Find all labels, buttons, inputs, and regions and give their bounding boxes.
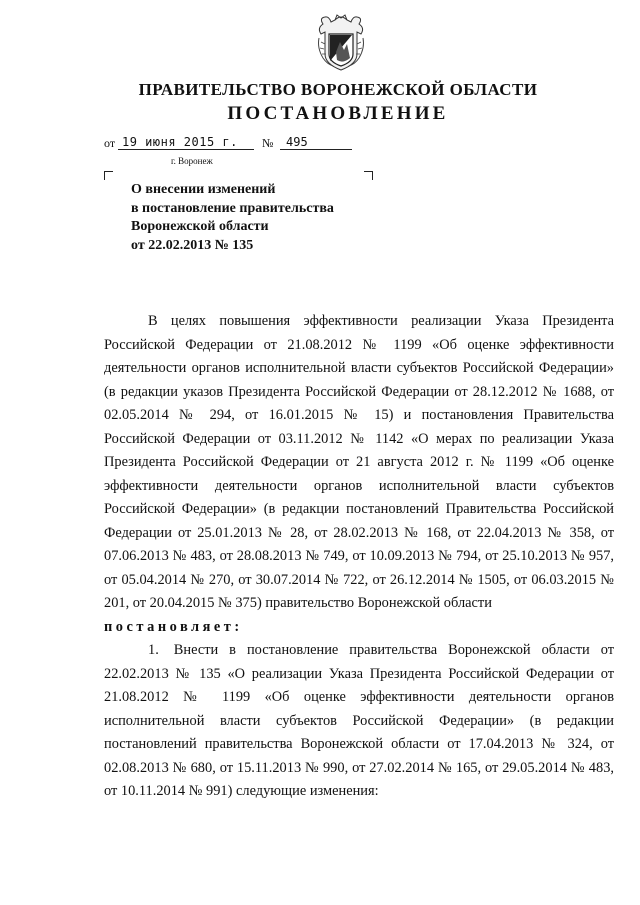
subject-line: от 22.02.2013 № 135	[131, 237, 254, 253]
document-subject	[131, 181, 391, 255]
preamble-text: В целях повышения эффективности реализации Указа Президента Российской Федерации от 21.08.2012 № 1199 «Об оценке эффективности деятельности органов исполнительной власти субъектов Российской Федерации» (в редакции указов Президента Российской Федерации от 28.12.2012 № 1688, от 02.05.2014 № 294, от 16.01.2015 № 15) и постановления Правительства Российской Федерации от 03.11.2012 № 1142 «О мерах по реализации Указа Президента Российской Федерации от 21 августа 2012 г. № 1199 «Об оценке эффективности деятельности органов исполнительной власти субъектов Российской Федерации» (в редакции постановлений Правительства Российской Федерации от 25.01.2013 № 28, от 28.02.2013 № 168, от 22.04.2013 № 358, от 07.06.2013 № 483, от 28.08.2013 № 749, от 10.09.2013 № 794, от 25.10.2013 № 957, от 05.04.2014 № 270, от 30.07.2014 № 722, от 26.12.2014 № 1505, от 06.03.2015 № 201, от 20.04.2015 № 375) правительство Воронежской области	[104, 313, 614, 611]
subject-line: в постановление правительства	[131, 200, 334, 216]
item-1-paragraph	[104, 639, 614, 804]
subject-left-bracket	[104, 171, 113, 180]
subject-line: Воронежской области	[131, 219, 269, 234]
item-number: 1.	[148, 642, 159, 658]
date-prefix: от	[104, 136, 116, 150]
organization-title: ПРАВИТЕЛЬСТВО ВОРОНЕЖСКОЙ ОБЛАСТИ	[138, 80, 538, 99]
document-date: 19 июня 2015 г.	[118, 135, 254, 150]
item-1-text: Внести в постановление правительства Воронежской области от 22.02.2013 № 135 «О реализации Указа Президента Российской Федерации от 21.08.2012 № 1199 «Об оценке эффективности деятельности органов исполнительной власти субъектов Российской Федерации» (в редакции постановлений правительства Воронежской области от 17.04.2013 № 324, от 02.08.2013 № 680, от 15.11.2013 № 990, от 27.02.2014 № 165, от 29.05.2014 № 483, от 10.11.2014 № 991) следующие изменения:	[104, 642, 614, 799]
subject-line: О внесении изменений	[131, 182, 276, 197]
document-number: 495	[280, 135, 352, 150]
city-label: г. Воронеж	[171, 156, 213, 166]
coat-of-arms-icon	[313, 14, 369, 72]
decision-word: постановляет:	[104, 618, 243, 635]
document-body	[104, 310, 614, 804]
subject-right-bracket	[364, 171, 373, 180]
number-label: №	[262, 136, 274, 150]
preamble-paragraph	[104, 310, 614, 639]
document-type: ПОСТАНОВЛЕНИЕ	[227, 103, 449, 124]
